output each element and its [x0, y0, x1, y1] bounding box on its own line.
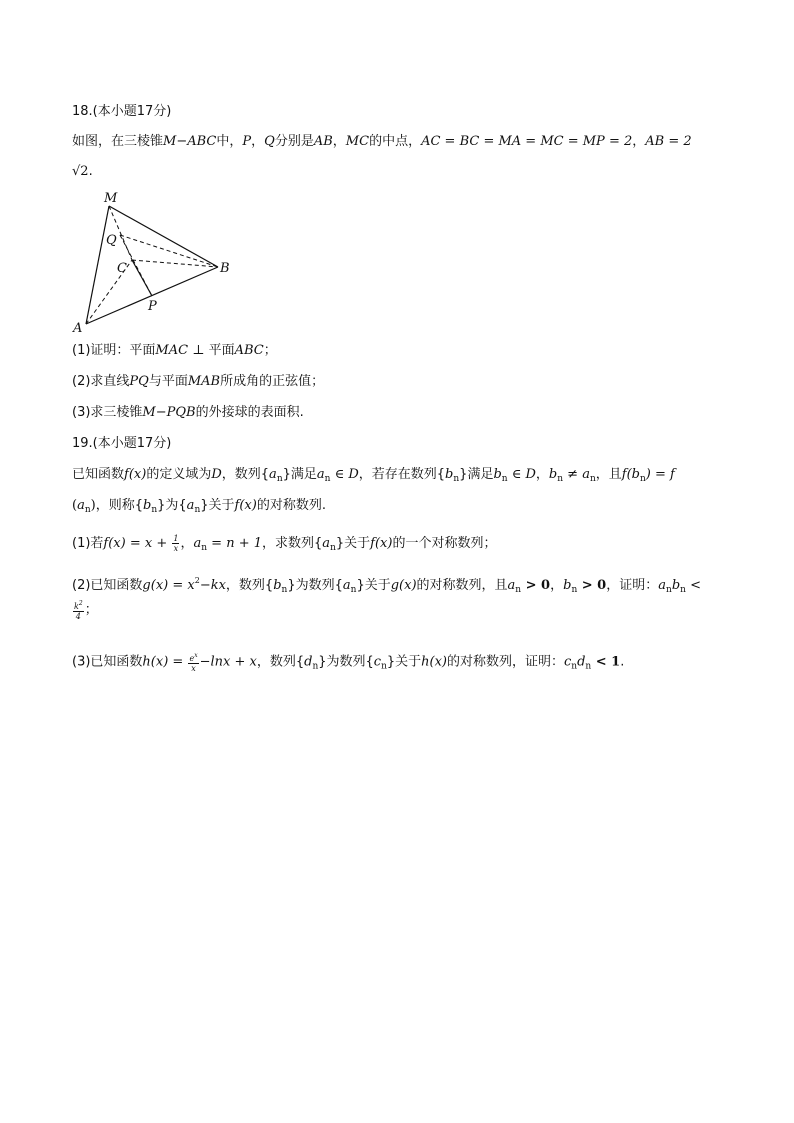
text: ，数列{ — [225, 578, 274, 593]
subscript: n — [381, 661, 387, 672]
perp-symbol: ⊥ — [188, 343, 209, 358]
math: < — [685, 578, 701, 593]
text: ， — [550, 578, 564, 593]
math: a — [316, 467, 325, 482]
text: 所成角的正弦值； — [220, 374, 325, 389]
q19-part2-line2 — [72, 599, 98, 621]
subscript: n — [276, 474, 283, 484]
text: }关于 — [386, 654, 422, 670]
text: (3)已知函数 — [72, 654, 143, 670]
subscript: n — [194, 505, 201, 515]
q18-intro-line1 — [72, 133, 692, 151]
denominator: x — [191, 664, 196, 673]
label-B: B — [220, 261, 230, 276]
math: b — [493, 467, 502, 482]
math: −lnx + x — [199, 654, 257, 670]
fraction-k2-over-4 — [73, 599, 84, 621]
math: = n + 1 — [207, 536, 263, 551]
math: a — [77, 498, 85, 513]
numerator: 1 — [173, 534, 179, 543]
math: d — [577, 654, 586, 670]
math: ) — [90, 498, 96, 513]
math: b — [563, 578, 572, 593]
math: M−PQB — [142, 405, 196, 420]
subscript: n — [151, 505, 158, 515]
text: ，证明： — [606, 578, 659, 593]
denominator: 4 — [75, 612, 81, 621]
text: }为{ — [157, 498, 187, 513]
math: g(x) — [142, 578, 169, 593]
label-M: M — [104, 191, 118, 206]
math: f(x) — [103, 536, 126, 551]
text: ， — [535, 467, 549, 482]
math: ABC — [234, 343, 264, 358]
superscript: 2 — [78, 600, 83, 607]
math: b — [548, 467, 558, 482]
segment-PC — [132, 260, 152, 296]
math: e — [189, 654, 195, 663]
math: AB — [313, 134, 333, 149]
math: MAC — [155, 343, 189, 358]
text: (3)求三棱锥 — [72, 405, 143, 420]
math: a — [193, 536, 202, 551]
subscript: n — [515, 585, 522, 595]
text: 的中点， — [369, 134, 422, 149]
text: }为数列{ — [287, 578, 343, 593]
math: ) = f — [645, 467, 675, 482]
subscript: n — [571, 585, 578, 595]
subscript: n — [680, 585, 686, 595]
text: (1)若 — [72, 536, 104, 551]
math: D — [211, 467, 222, 482]
math: f(x) — [234, 498, 257, 513]
text: (2)已知函数 — [72, 578, 143, 593]
numerator — [188, 651, 198, 664]
math: a — [186, 498, 195, 513]
subscript: n — [666, 585, 672, 595]
subscript: n — [330, 543, 336, 553]
math: a — [342, 578, 351, 593]
text: ，则称{ — [95, 498, 143, 513]
subscript: n — [501, 474, 508, 484]
math: c — [564, 654, 572, 670]
text: ，若存在数列{ — [358, 467, 446, 482]
subscript: n — [84, 505, 91, 515]
text: }满足 — [282, 467, 317, 482]
text: 分别是 — [274, 134, 314, 149]
text: 的外接球的表面积. — [195, 405, 304, 420]
subscript: n — [201, 543, 208, 553]
text: (2)求直线 — [72, 374, 130, 389]
fraction-one-over-x — [172, 534, 179, 553]
subscript: n — [589, 474, 596, 484]
subscript: n — [324, 474, 331, 484]
math: d — [304, 654, 313, 670]
math: AB = 2 — [645, 134, 692, 149]
math: = x — [168, 578, 195, 593]
text: ； — [263, 343, 277, 358]
math: f( — [621, 467, 632, 482]
q18-part1 — [72, 342, 277, 360]
text: 中， — [216, 134, 243, 149]
math: a — [658, 578, 667, 593]
math: h(x) — [421, 654, 447, 670]
text: }满足 — [459, 467, 494, 482]
q19-intro-line2 — [72, 497, 326, 519]
math: ( — [72, 498, 78, 513]
math: f(x) — [124, 467, 147, 482]
label-C: C — [117, 261, 127, 276]
text: 的对称数列，且 — [416, 578, 508, 593]
math: a — [507, 578, 516, 593]
math: c — [373, 654, 382, 670]
math: ≠ — [563, 467, 583, 482]
math: > 0 — [577, 578, 607, 593]
superscript: x — [194, 652, 198, 659]
q18-intro-line2 — [72, 163, 93, 181]
text: }关于 — [335, 536, 371, 551]
edge-CB — [132, 260, 218, 267]
text: ， — [332, 134, 346, 149]
sqrt-two: √2 — [72, 164, 89, 179]
math: ∈ D — [507, 467, 536, 482]
subscript: n — [640, 474, 646, 484]
tetrahedron-figure — [68, 186, 248, 336]
math: b — [671, 578, 681, 593]
text: ，求数列{ — [262, 536, 323, 551]
math: g(x) — [390, 578, 417, 593]
math: P — [242, 134, 252, 149]
text: ， — [180, 536, 194, 551]
text: 与平面 — [148, 374, 188, 389]
text: ，数列{ — [221, 467, 270, 482]
edge-MB — [109, 206, 218, 267]
text: 如图，在三棱锥 — [72, 134, 164, 149]
text: ，数列{ — [256, 654, 305, 670]
q19-header: 19.(本小题17分) — [72, 436, 172, 451]
math: b — [445, 467, 454, 482]
math: < 1 — [591, 654, 621, 670]
denominator: x — [173, 544, 179, 553]
math: = — [168, 654, 188, 670]
q19-intro-line1 — [72, 466, 675, 488]
math: = BC = MA = MC = MP = 2 — [440, 134, 633, 149]
math: a — [322, 536, 331, 551]
superscript: 2 — [194, 576, 200, 585]
text: ， — [632, 134, 646, 149]
math: b — [273, 578, 282, 593]
numerator — [73, 599, 84, 612]
text: . — [620, 654, 625, 670]
subscript: n — [585, 661, 592, 672]
math: f(x) — [370, 536, 393, 551]
q19-part1 — [72, 534, 496, 557]
subscript: n — [350, 585, 357, 595]
math: ∈ D — [330, 467, 359, 482]
label-Q: Q — [106, 233, 117, 248]
math: PQ — [129, 374, 149, 389]
text: (1)证明：平面 — [72, 343, 156, 358]
math: h(x) — [142, 654, 169, 670]
math: MAB — [187, 374, 221, 389]
text: . — [88, 164, 93, 179]
text: 的对称数列. — [256, 498, 326, 513]
label-P: P — [148, 299, 157, 314]
text: 平面 — [208, 343, 235, 358]
subscript: n — [312, 661, 319, 672]
text: 的对称数列，证明： — [447, 654, 565, 670]
q19-part2-line1 — [72, 572, 701, 599]
text: }关于 — [356, 578, 391, 593]
subscript: n — [571, 661, 578, 672]
math: b — [631, 467, 640, 482]
q18-part3 — [72, 404, 304, 422]
fraction-ex-over-x — [188, 651, 198, 673]
math: = x + — [125, 536, 172, 551]
q18-part2 — [72, 373, 324, 391]
label-A: A — [73, 321, 83, 336]
math: MC — [345, 134, 370, 149]
math: > 0 — [521, 578, 551, 593]
text: 的定义域为 — [146, 467, 212, 482]
text: }关于 — [200, 498, 235, 513]
math: k — [74, 602, 79, 611]
math: M−ABC — [163, 134, 217, 149]
math: b — [143, 498, 152, 513]
edge-MA — [86, 206, 109, 324]
q18-header: 18.(本小题17分) — [72, 104, 172, 119]
subscript: n — [453, 474, 460, 484]
text: }为数列{ — [318, 654, 374, 670]
math: Q — [264, 134, 275, 149]
subscript: n — [281, 585, 288, 595]
text: ， — [251, 134, 265, 149]
math: −kx — [199, 578, 226, 593]
math: a — [582, 467, 590, 482]
text: ； — [84, 602, 98, 618]
text: ，且 — [595, 467, 622, 482]
text: 的一个对称数列； — [392, 536, 497, 551]
math: AC — [421, 134, 441, 149]
text: 已知函数 — [72, 467, 125, 482]
q19-part3 — [72, 651, 624, 676]
math: a — [269, 467, 277, 482]
subscript: n — [557, 474, 564, 484]
